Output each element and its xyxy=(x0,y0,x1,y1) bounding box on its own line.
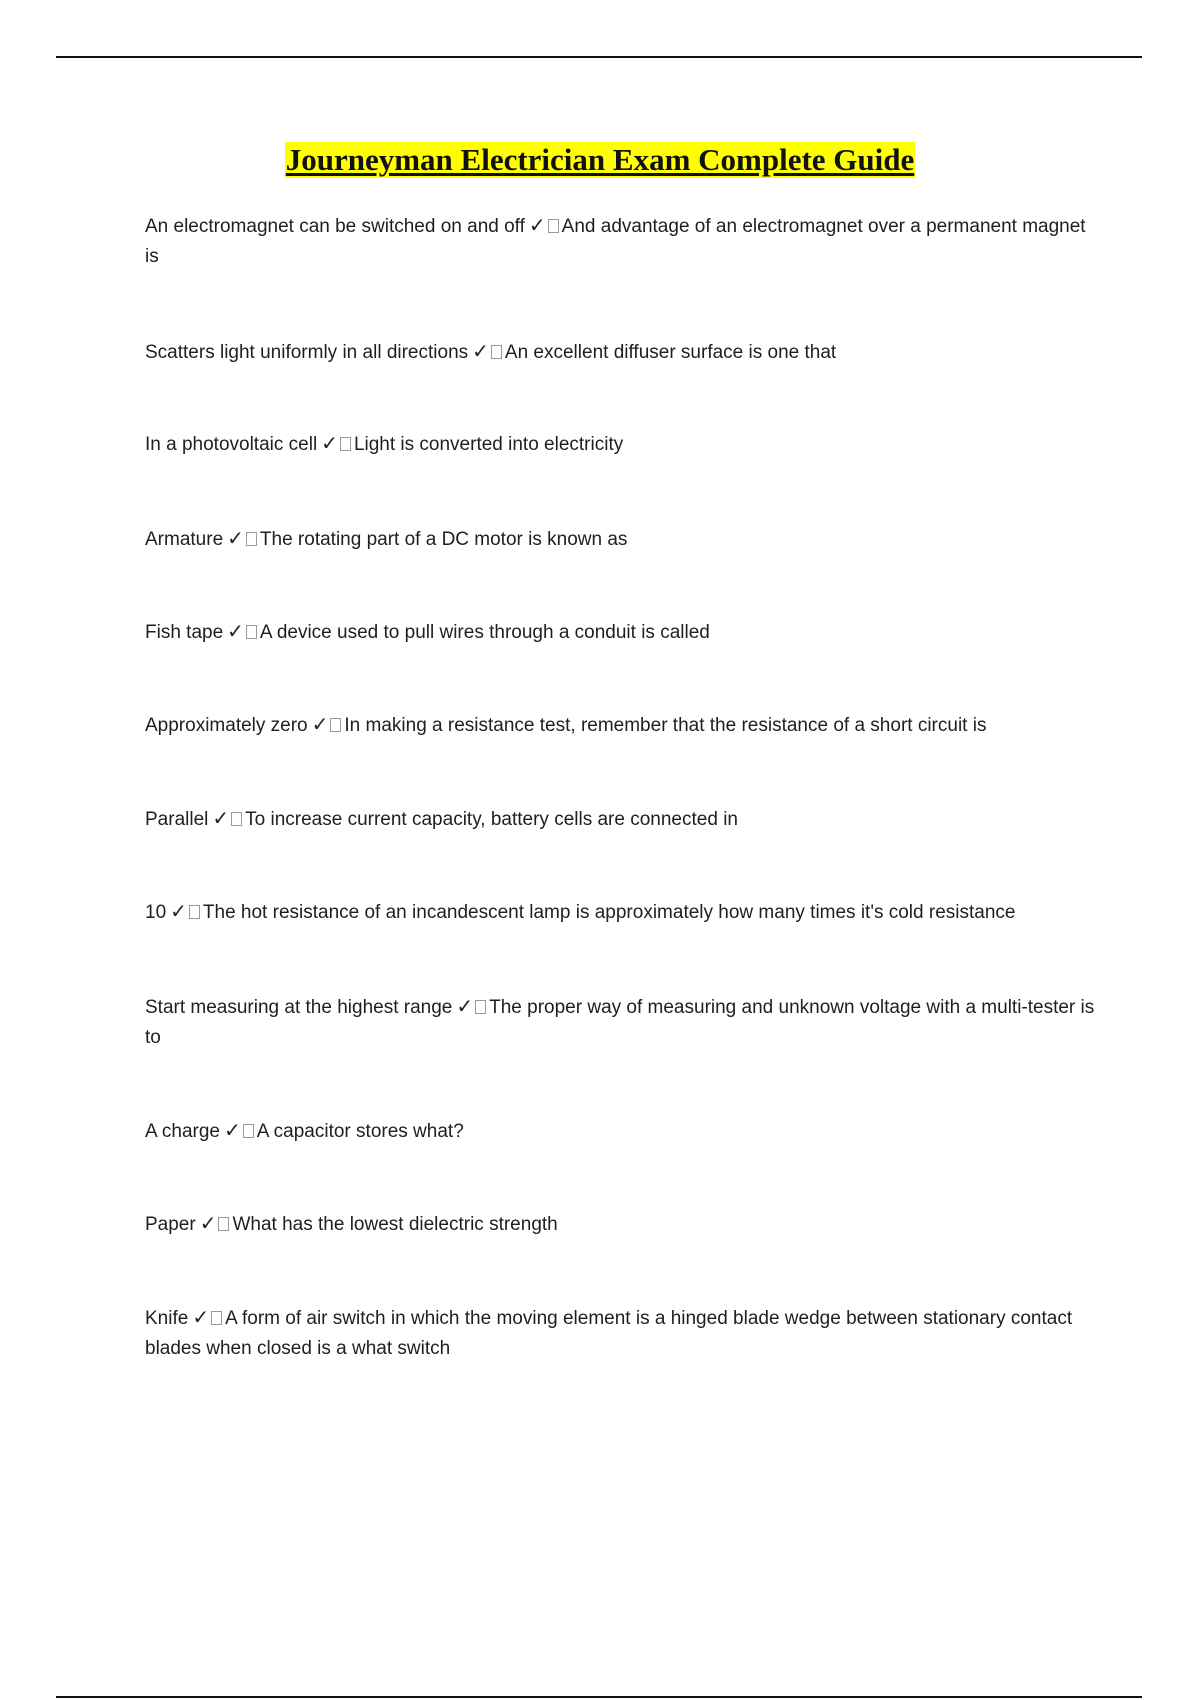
check-mark-icon: ✓ xyxy=(170,899,187,923)
entry-question: The rotating part of a DC motor is known as xyxy=(259,529,628,550)
entry-question: The proper way of measuring and unknown voltage with a multi-tester is to xyxy=(145,997,1095,1048)
box-icon xyxy=(548,219,559,233)
entry-question: The hot resistance of an incandescent lamp is approximately how many times it's cold resistance xyxy=(202,902,1016,923)
entry-question: An excellent diffuser surface is one that xyxy=(504,342,837,363)
entry-question: In making a resistance test, remember that the resistance of a short circuit is xyxy=(344,715,987,736)
entry-question: To increase current capacity, battery cells are connected in xyxy=(245,809,738,830)
qa-entry xyxy=(145,709,1095,741)
entry-answer: Fish tape xyxy=(145,622,224,643)
qa-entry xyxy=(145,1208,1095,1240)
entry-question: Light is converted into electricity xyxy=(353,434,624,455)
check-mark-icon: ✓ xyxy=(321,431,338,455)
qa-entry xyxy=(145,210,1095,272)
check-mark-icon: ✓ xyxy=(199,1211,217,1235)
entry-answer: 10 xyxy=(145,902,167,923)
entry-answer: Knife xyxy=(145,1308,189,1329)
entry-answer: Start measuring at the highest range xyxy=(145,997,453,1018)
qa-entry xyxy=(145,1115,1095,1147)
check-mark-icon: ✓ xyxy=(528,213,546,237)
check-mark-icon: ✓ xyxy=(212,806,230,830)
entry-question: A device used to pull wires through a conduit is called xyxy=(259,622,710,643)
entry-answer: An electromagnet can be switched on and off xyxy=(145,216,525,237)
qa-entry xyxy=(145,1302,1095,1364)
entry-question: A form of air switch in which the moving element is a hinged blade wedge between stationary contact blades when closed is a what switch xyxy=(145,1308,1073,1359)
check-mark-icon: ✓ xyxy=(311,712,329,736)
entry-answer: In a photovoltaic cell xyxy=(145,434,318,455)
qa-entry xyxy=(145,803,1095,835)
qa-entry xyxy=(145,336,1095,368)
entry-answer: Approximately zero xyxy=(145,715,308,736)
check-mark-icon: ✓ xyxy=(227,526,244,550)
title-container xyxy=(0,142,1200,178)
box-icon xyxy=(231,812,242,826)
qa-entry xyxy=(145,991,1095,1053)
box-icon xyxy=(491,345,502,359)
entry-question: What has the lowest dielectric strength xyxy=(232,1214,558,1235)
entry-question: And advantage of an electromagnet over a permanent magnet is xyxy=(145,216,1086,267)
qa-entry xyxy=(145,896,1095,928)
box-icon xyxy=(246,625,257,639)
box-icon xyxy=(211,1311,222,1325)
box-icon xyxy=(189,905,200,919)
check-mark-icon: ✓ xyxy=(472,339,489,363)
check-mark-icon: ✓ xyxy=(224,1118,241,1142)
box-icon xyxy=(330,718,341,732)
box-icon xyxy=(246,532,257,546)
entry-answer: Paper xyxy=(145,1214,196,1235)
check-mark-icon: ✓ xyxy=(192,1305,210,1329)
box-icon xyxy=(340,437,351,451)
entry-question: A capacitor stores what? xyxy=(256,1121,464,1142)
check-mark-icon: ✓ xyxy=(227,619,244,643)
header-rule xyxy=(56,56,1142,58)
entry-answer: A charge xyxy=(145,1121,220,1142)
footer-rule xyxy=(56,1696,1142,1698)
entry-answer: Armature xyxy=(145,529,224,550)
qa-entry xyxy=(145,616,1095,648)
check-mark-icon: ✓ xyxy=(456,994,474,1018)
qa-entry xyxy=(145,428,1095,460)
qa-entry xyxy=(145,523,1095,555)
entry-answer: Scatters light uniformly in all directions xyxy=(145,342,469,363)
box-icon xyxy=(218,1217,229,1231)
box-icon xyxy=(475,1000,486,1014)
box-icon xyxy=(243,1124,254,1138)
document-title: Journeyman Electrician Exam Complete Guide xyxy=(285,142,915,177)
entry-answer: Parallel xyxy=(145,809,209,830)
